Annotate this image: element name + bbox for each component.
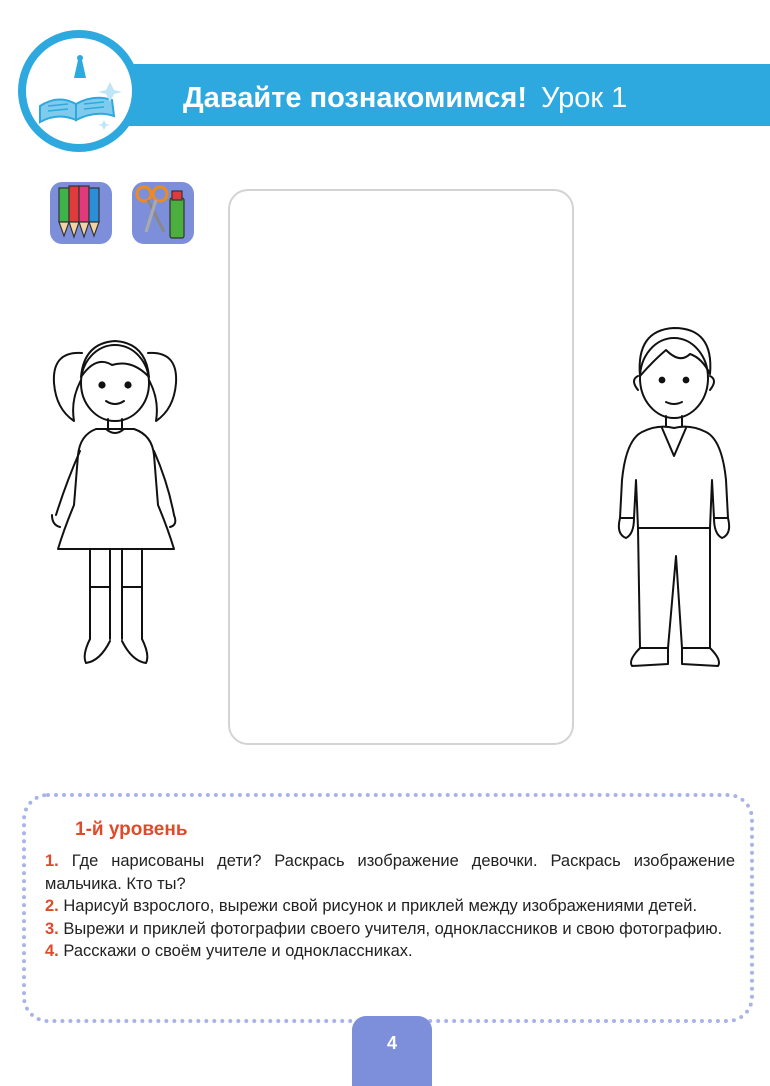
page-title: Давайте познакомимся! (183, 82, 528, 114)
task-item (45, 940, 735, 963)
header-text (183, 78, 627, 118)
girl-outline (40, 325, 190, 675)
task-text: Где нарисованы дети? Раскрась изображение девочки. Раскрась изображение мальчика. Кто ты? (45, 852, 735, 893)
task-number: 1. (45, 852, 59, 870)
task-text: Вырежи и приклей фотографии своего учителя, одноклассников и свою фотографию. (63, 919, 723, 938)
scissors-glue-tile (132, 182, 194, 244)
task-item (45, 850, 735, 895)
task-number: 4. (45, 942, 59, 960)
task-text: Нарисуй взрослого, вырежи свой рисунок и приклей между изображениями детей. (63, 897, 698, 915)
book-bell-icon (26, 38, 132, 144)
task-list (45, 850, 735, 963)
level-label: 1-й уровень (75, 819, 188, 840)
colored-pencils-icon (50, 182, 112, 244)
page-number: 4 (386, 1033, 397, 1053)
task-item (45, 895, 735, 918)
scissors-glue-icon (132, 182, 194, 244)
task-item (45, 918, 735, 941)
lesson-label: Урок 1 (541, 82, 628, 114)
boy-outline (610, 320, 740, 675)
task-text: Расскажи о своём учителе и одноклассниках. (63, 942, 413, 960)
colored-pencils-tile (50, 182, 112, 244)
header-emblem (18, 30, 140, 152)
task-number: 2. (45, 897, 59, 915)
task-number: 3. (45, 919, 59, 938)
photo-placeholder-frame[interactable] (228, 189, 574, 745)
